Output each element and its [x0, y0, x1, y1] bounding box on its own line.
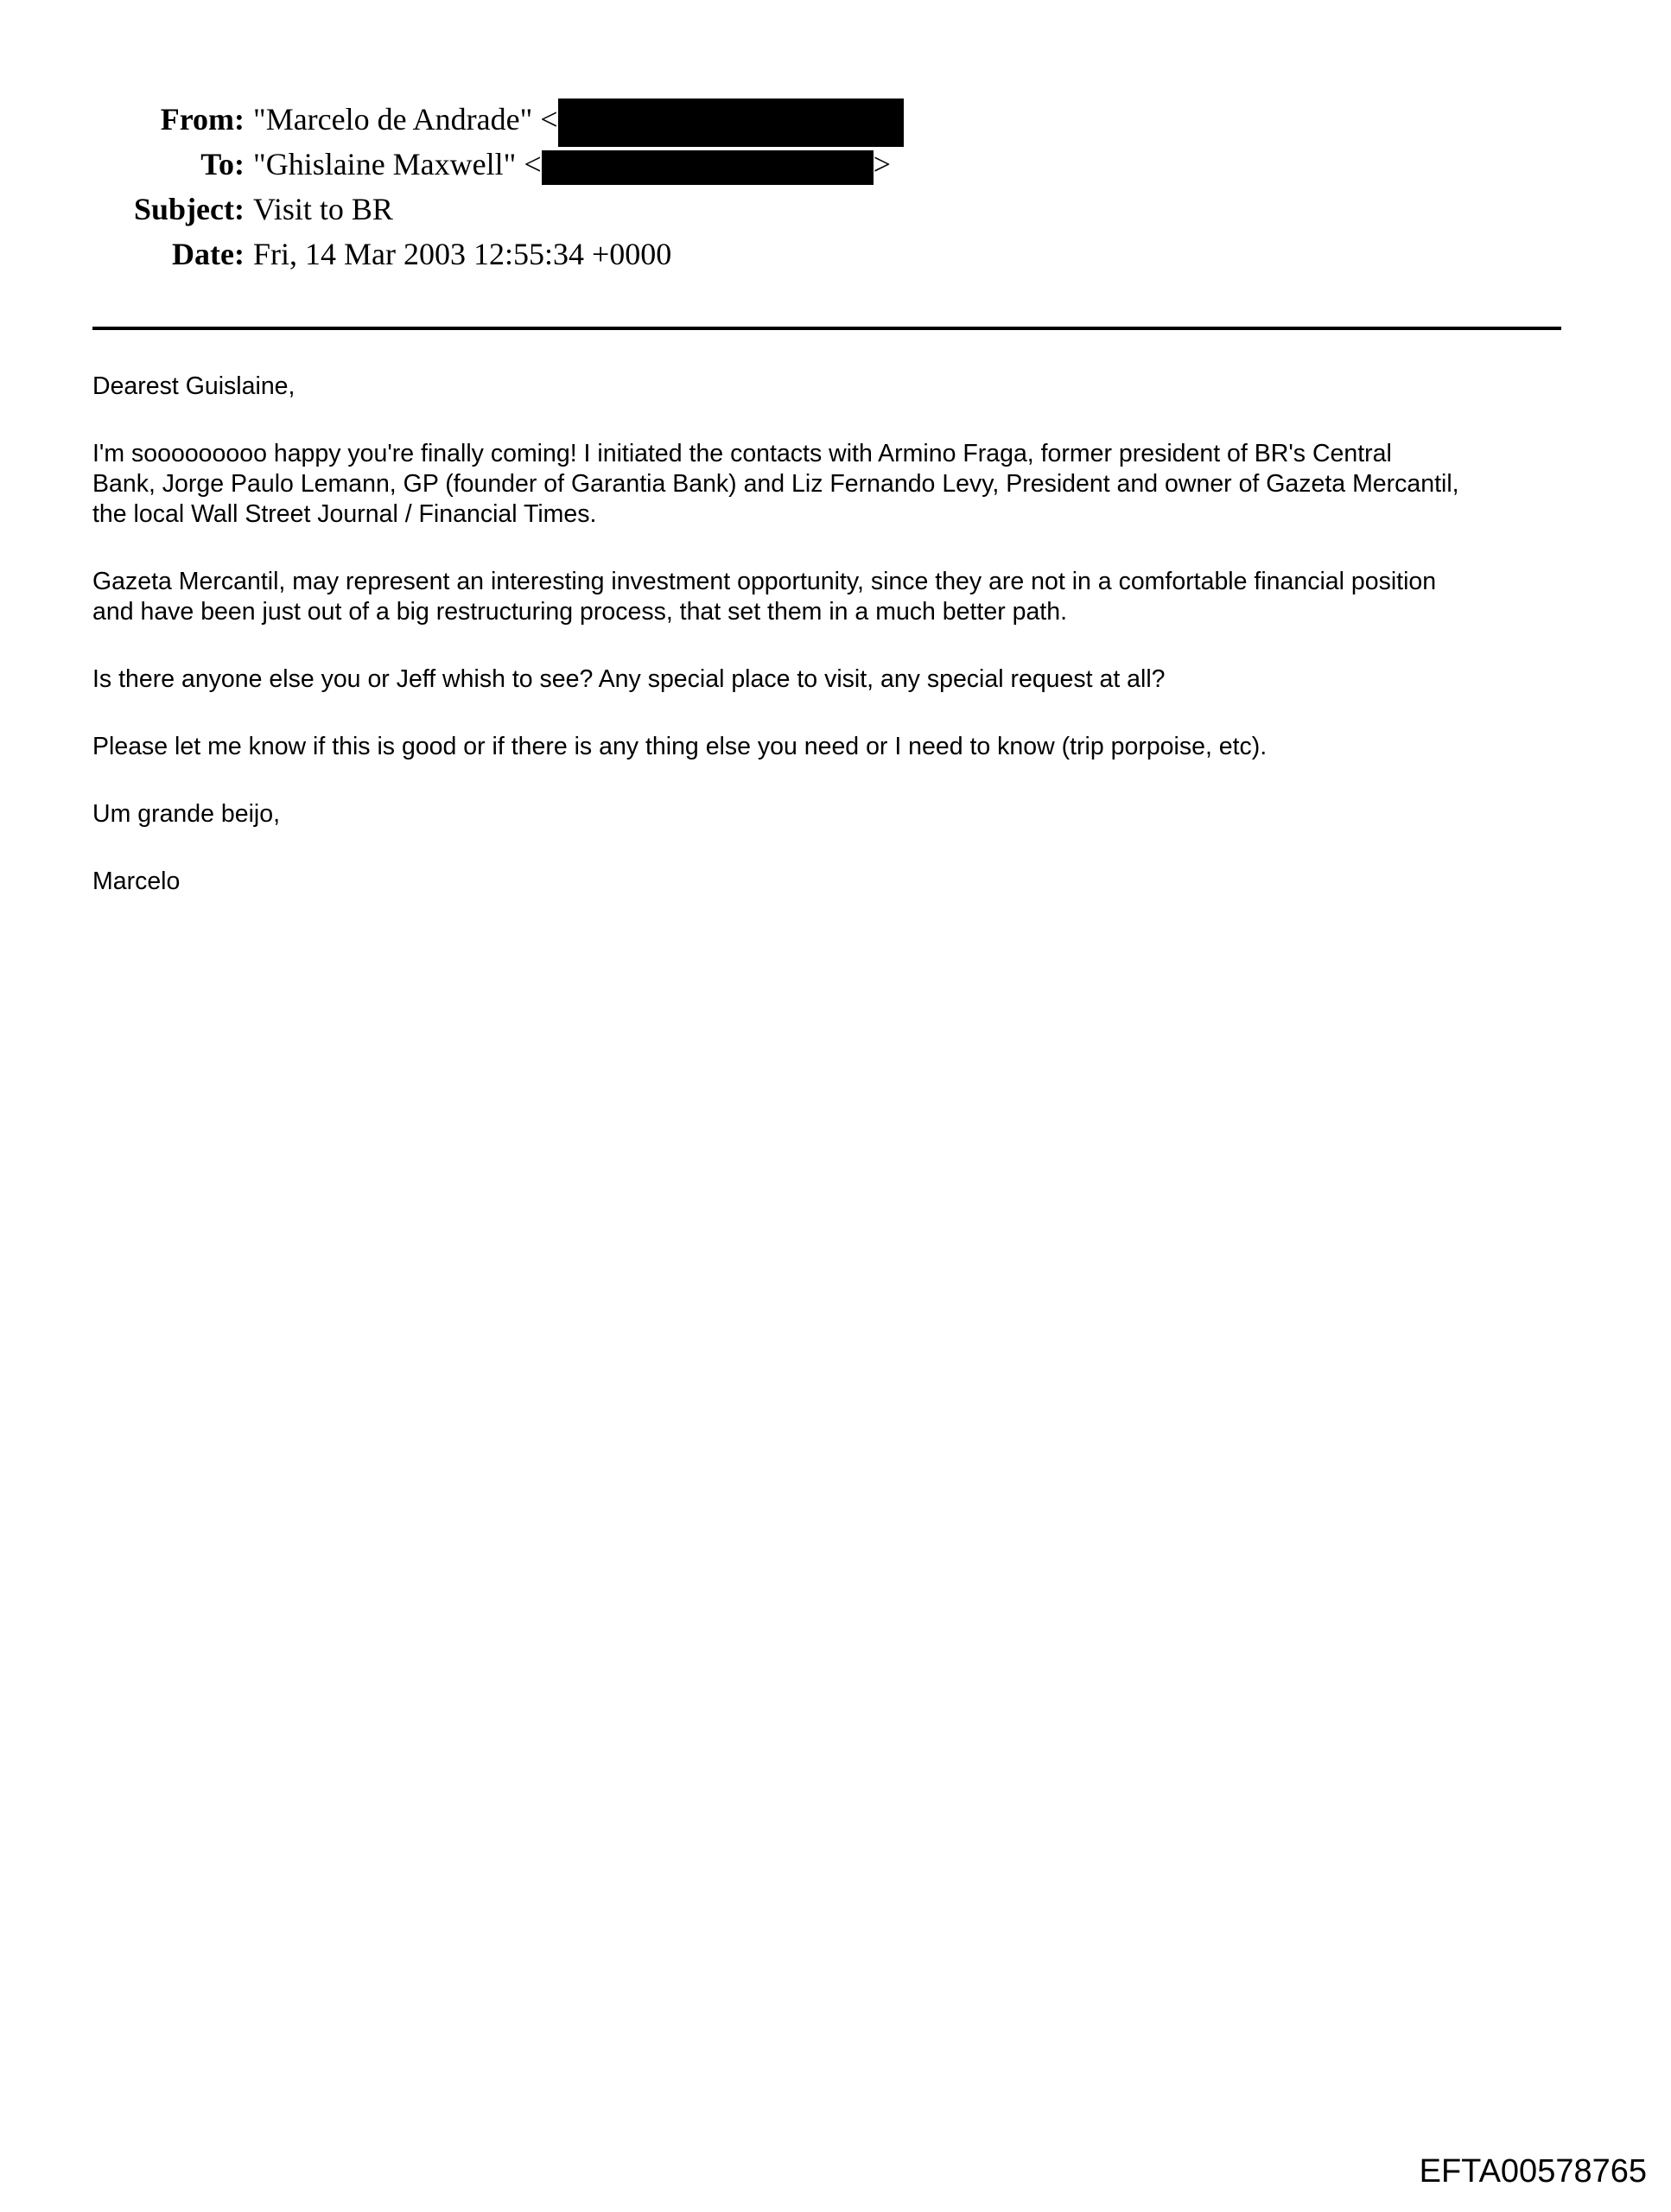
to-row	[0, 142, 1671, 187]
to-value	[253, 142, 891, 187]
paragraph-contacts	[92, 439, 1579, 530]
from-value	[253, 97, 904, 147]
paragraph-line: Bank, Jorge Paulo Lemann, GP (founder of Garantia Bank) and Liz Fernando Levy, President and owner of Gazeta Mercantil,	[92, 470, 1459, 498]
subject-label: Subject:	[134, 192, 245, 226]
paragraph-line: Gazeta Mercantil, may represent an interesting investment opportunity, since they are not in a comfortable financial position	[92, 568, 1437, 595]
paragraph-line: and have been just out of a big restructuring process, that set them in a much better path.	[92, 598, 1067, 626]
paragraph-line: the local Wall Street Journal / Financial Times.	[92, 500, 597, 528]
closing: Um grande beijo,	[92, 800, 281, 828]
to-address-redaction	[542, 150, 874, 185]
to-address-close: >	[873, 147, 891, 181]
subject-value: Visit to BR	[253, 192, 393, 226]
date-label: Date:	[172, 237, 245, 271]
email-header	[0, 97, 1671, 276]
document-id: EFTA00578765	[1419, 2153, 1647, 2190]
to-name: "Ghislaine Maxwell" <	[253, 147, 542, 181]
paragraph-investment	[92, 567, 1579, 627]
date-row	[0, 232, 1671, 276]
date-value: Fri, 14 Mar 2003 12:55:34 +0000	[253, 237, 672, 271]
signature: Marcelo	[92, 868, 181, 895]
paragraph-line: I'm sooooooooo happy you're finally coming! I initiated the contacts with Armino Fraga, former president of BR's Central	[92, 440, 1392, 467]
from-name: "Marcelo de Andrade" <	[253, 102, 558, 137]
paragraph-question: Is there anyone else you or Jeff whish to see? Any special place to visit, any special request at all?	[92, 665, 1166, 693]
paragraph-request: Please let me know if this is good or if there is any thing else you need or I need to know (trip porpoise, etc).	[92, 733, 1268, 760]
to-label: To:	[200, 147, 245, 181]
from-address-redaction	[558, 99, 904, 147]
subject-row	[0, 187, 1671, 232]
greeting: Dearest Guislaine,	[92, 372, 295, 400]
from-label: From:	[160, 102, 245, 137]
header-divider	[92, 327, 1561, 330]
email-body	[92, 372, 1579, 934]
from-row	[0, 97, 1671, 142]
